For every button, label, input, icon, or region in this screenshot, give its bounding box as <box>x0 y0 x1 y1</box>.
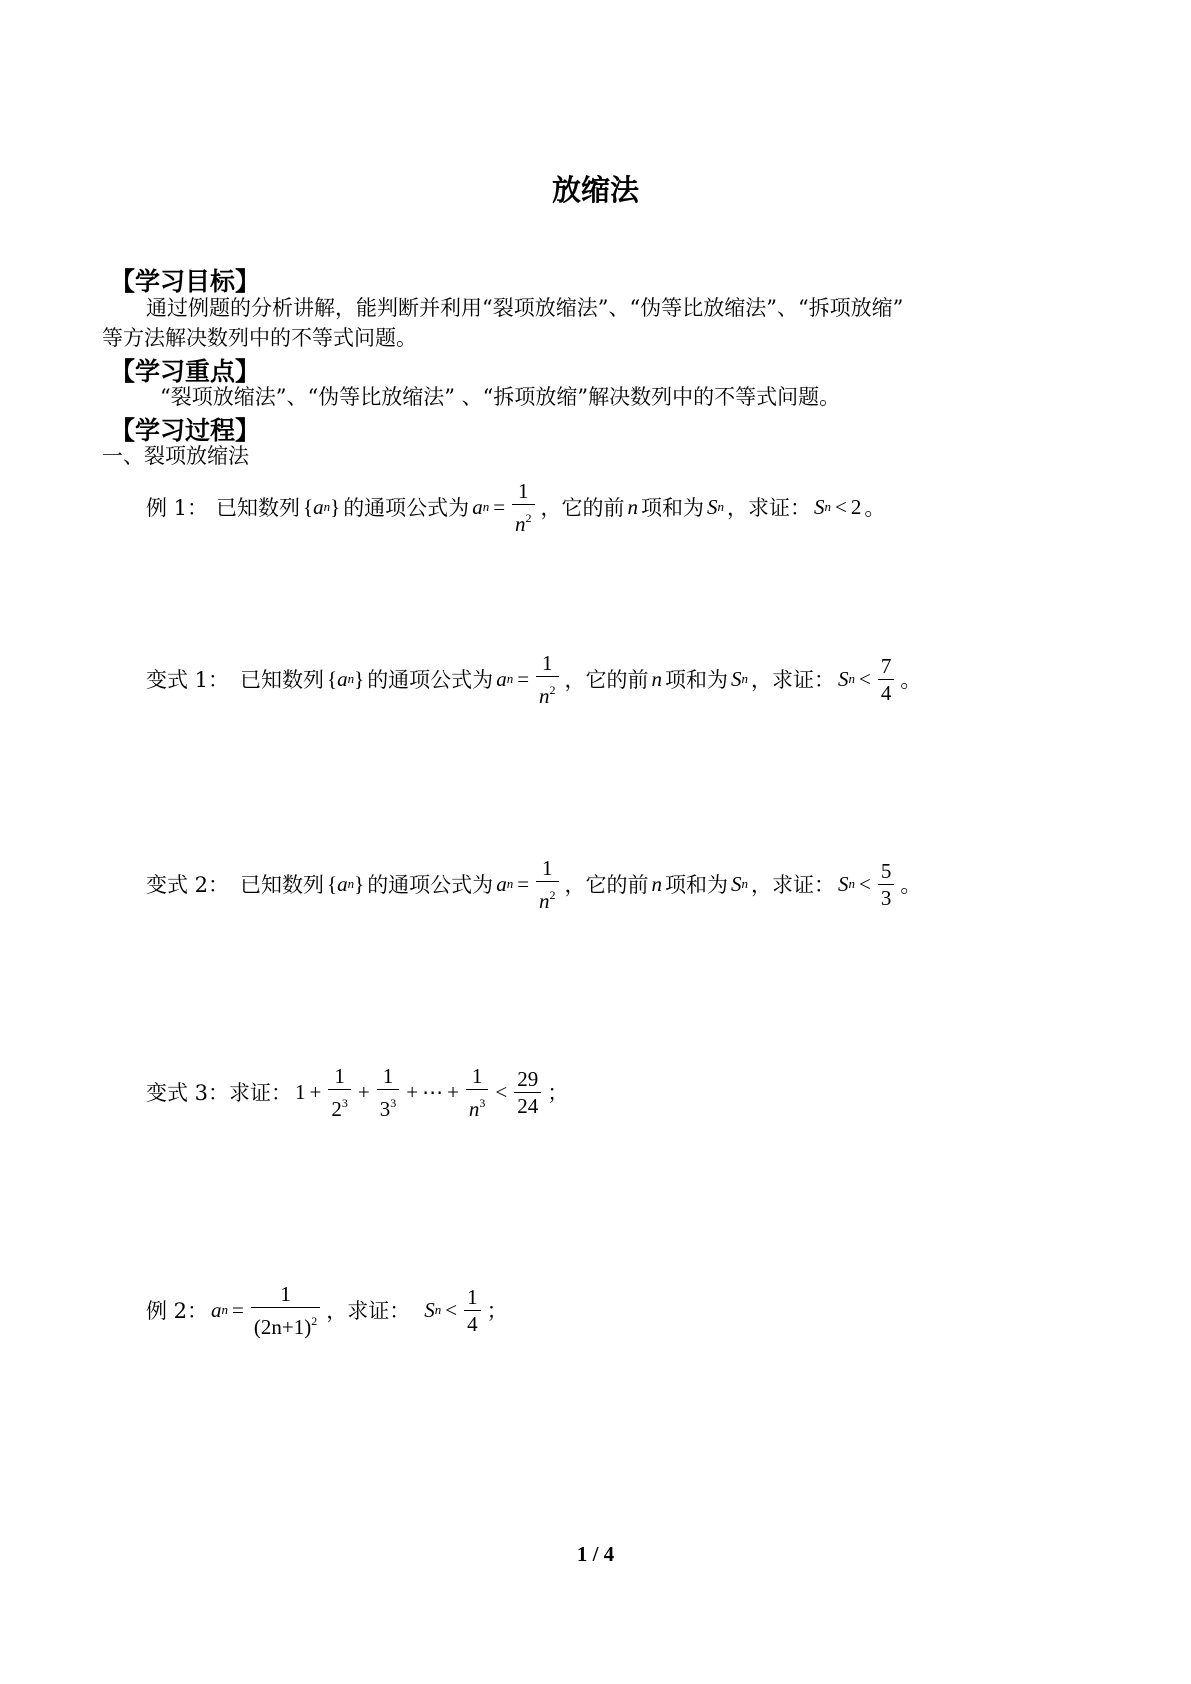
fraction: $\frac{1}{(2n+1)^2}$ <box>251 1281 320 1340</box>
fraction: $\frac{1}{2^3}$ <box>328 1063 351 1122</box>
page-number: 1 / 4 <box>576 1542 615 1566</box>
var-n: n <box>627 494 639 519</box>
example-1-label: 例 1： <box>146 496 209 520</box>
sum-sn: S n <box>731 871 749 896</box>
variant-1-prove: ，求证： <box>751 668 836 692</box>
sum-sn: S n <box>731 666 749 691</box>
example-2-end: ； <box>486 1299 508 1323</box>
sequence-notation: { a n } <box>303 494 341 519</box>
example-1-end: 。 <box>864 496 886 520</box>
example-2-label: 例 2： <box>146 1299 209 1323</box>
variant-1-pre: 已知数列 <box>240 668 324 692</box>
variant-2-post2: 项和为 <box>665 873 729 897</box>
variant-2-pre: 已知数列 <box>240 873 324 897</box>
variant-1 <box>146 650 921 708</box>
fraction: $\frac{5}{3}$ <box>878 858 895 911</box>
example-1-post: ，它的前 <box>540 496 625 520</box>
sequence-notation: { a n } <box>327 871 365 896</box>
variant-2-prove: ，求证： <box>751 873 836 897</box>
example-1-pre: 已知数列 <box>216 496 300 520</box>
inequality: S n < $\frac{1}{4}$ <box>424 1284 483 1337</box>
variant-3-end: ； <box>547 1081 569 1105</box>
sum-sn: S n <box>707 494 725 519</box>
variant-2 <box>146 855 921 913</box>
variant-1-end: 。 <box>900 668 922 692</box>
formula-an: a n = $\frac{1}{n^2}$ <box>496 650 561 709</box>
sequence-notation: { a n } <box>327 666 365 691</box>
objectives-line-2: 等方法解决数列中的不等式问题。 <box>102 326 417 350</box>
example-1 <box>146 478 885 536</box>
focus-text: “裂项放缩法”、“伪等比放缩法” 、“拆项放缩”解决数列中的不等式问题。 <box>160 385 841 409</box>
page-title: 放缩法 <box>551 173 639 207</box>
process-heading: 【学习过程】 <box>110 416 261 445</box>
example-1-post2: 项和为 <box>641 496 705 520</box>
inequality: S n < $\frac{7}{4}$ <box>838 653 897 706</box>
objectives-heading: 【学习目标】 <box>110 267 261 296</box>
variant-2-mid: 的通项公式为 <box>367 873 494 897</box>
example-1-prove: ，求证： <box>727 496 812 520</box>
formula-an: a n = $\frac{1}{(2n+1)^2}$ <box>211 1281 323 1340</box>
fraction: $\frac{1}{4}$ <box>464 1284 481 1337</box>
fraction: $\frac{1}{n^2}$ <box>536 855 559 914</box>
example-2 <box>146 1280 508 1340</box>
variant-3 <box>146 1062 568 1122</box>
fraction: $\frac{1}{n^2}$ <box>512 478 535 537</box>
inequality: S n < $\frac{5}{3}$ <box>838 858 897 911</box>
variant-2-end: 。 <box>900 873 922 897</box>
variant-1-post: ，它的前 <box>564 668 649 692</box>
formula-an: a n = $\frac{1}{n^2}$ <box>496 855 561 914</box>
section-one-title: 一、裂项放缩法 <box>102 444 249 468</box>
formula-an: a n = $\frac{1}{n^2}$ <box>472 478 537 537</box>
variant-2-post: ，它的前 <box>564 873 649 897</box>
objectives-line-1: 通过例题的分析讲解，能判断并利用“裂项放缩法”、“伪等比放缩法”、“拆项放缩” <box>146 296 904 320</box>
example-1-mid: 的通项公式为 <box>343 496 470 520</box>
variant-1-label: 变式 1： <box>146 668 230 692</box>
fraction: $\frac{1}{3^3}$ <box>377 1063 400 1122</box>
var-n: n <box>651 871 663 896</box>
fraction: $\frac{7}{4}$ <box>878 653 895 706</box>
variant-2-label: 变式 2： <box>146 873 230 897</box>
fraction: $\frac{1}{n^2}$ <box>536 650 559 709</box>
series-inequality: 1 + $\frac{1}{2^3}$ + $\frac{1}{3^3}$ + ⋯ + $\frac{1}{n^3}$ < $\frac{29}{24}$ <box>295 1063 544 1122</box>
var-n: n <box>651 666 663 691</box>
fraction: $\frac{1}{n^3}$ <box>466 1063 489 1122</box>
fraction: $\frac{29}{24}$ <box>514 1066 541 1119</box>
variant-1-mid: 的通项公式为 <box>367 668 494 692</box>
inequality: S n < 2 <box>814 494 862 519</box>
variant-3-label: 变式 3：求证： <box>146 1081 293 1105</box>
focus-heading: 【学习重点】 <box>110 357 261 386</box>
example-2-prove: ，求证： <box>326 1299 411 1323</box>
variant-1-post2: 项和为 <box>665 668 729 692</box>
